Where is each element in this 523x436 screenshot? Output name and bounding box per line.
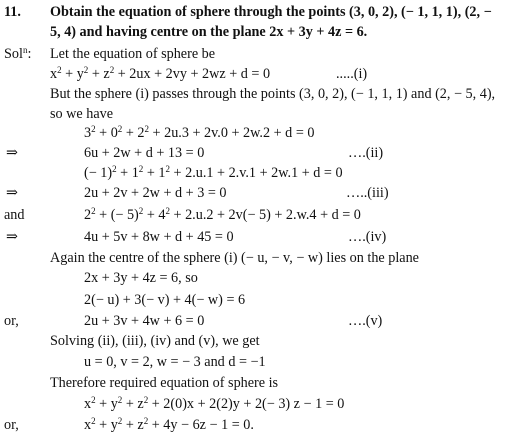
equation-ii-tag: ….(ii) [348,145,384,161]
substitution-1: $3^2 + 0^2 + 2^2 + 2u.3 + 2v.0 + 2w.2 + d = 0$ [84,124,315,141]
solved-values: u = 0, v = 2, w = − 3 and d = −1 [84,354,266,370]
equation-v-tag: ….(v) [348,313,383,329]
and-word: and [4,207,25,223]
equation-i: $x^2 + y^2 + z^2 + 2ux + 2vy + 2wz + d = 0$ [50,65,271,82]
centre-statement: Again the centre of the sphere (i) (− u, − v, − w) lies on the plane [50,250,419,266]
implies-arrow: ⇒ [6,229,18,245]
passes-text-line-1: But the sphere (i) passes through the points (3, 0, 2), (− 1, 1, 1) and (2, − 5, 4), [50,86,496,102]
final-equation-expanded: $x^2 + y^2 + z^2 + 2(0)x + 2(2)y + 2(- 3) z - 1 = 0$ [84,395,345,412]
solution-intro: Let the equation of sphere be [50,46,216,62]
equation-ii: 6u + 2w + d + 13 = 0 [84,145,205,161]
equation-i-tag: .....(i) [336,66,368,82]
plane-substitution: 2(− u) + 3(− v) + 4(− w) = 6 [84,292,246,308]
equation-v: 2u + 3v + 4w + 6 = 0 [84,313,205,329]
or-word: or, [4,417,19,433]
question-text-line-2: 5, 4) and having centre on the plane 2x + 3y + 4z = 6. [50,24,368,40]
substitution-3: $2^2$ + (− $5)^2 + 4^2 + 2.u.2 + 2v(- 5) + 2.w.4 + d = 0$ [84,206,361,223]
solution-label: Sol$^n$: [4,45,32,62]
equation-iii: 2u + 2v + 2w + d + 3 = 0 [84,185,227,201]
or-word: or, [4,313,19,329]
question-number: 11. [4,4,21,20]
solving-statement: Solving (ii), (iii), (iv) and (v), we get [50,333,260,349]
substitution-2: (− $1)^2 + 1^2 + 1^2 + 2.u.1 + 2.v.1 + 2w.1 + d = 0$ [84,164,343,181]
question-text-line-1: Obtain the equation of sphere through the points (3, 0, 2), (− 1, 1, 1), (2, − [50,4,492,20]
implies-arrow: ⇒ [6,145,18,161]
equation-iii-tag: …..(iii) [346,185,389,201]
equation-iv-tag: ….(iv) [348,229,387,245]
equation-iv: 4u + 5v + 8w + d + 45 = 0 [84,229,234,245]
therefore-statement: Therefore required equation of sphere is [50,375,279,391]
plane-equation: 2x + 3y + 4z = 6, so [84,270,198,286]
final-equation: $x^2 + y^2 + z^2 + 4y - 6z - 1 = 0$. [84,416,254,433]
implies-arrow: ⇒ [6,185,18,201]
passes-text-line-2: so we have [50,106,114,122]
